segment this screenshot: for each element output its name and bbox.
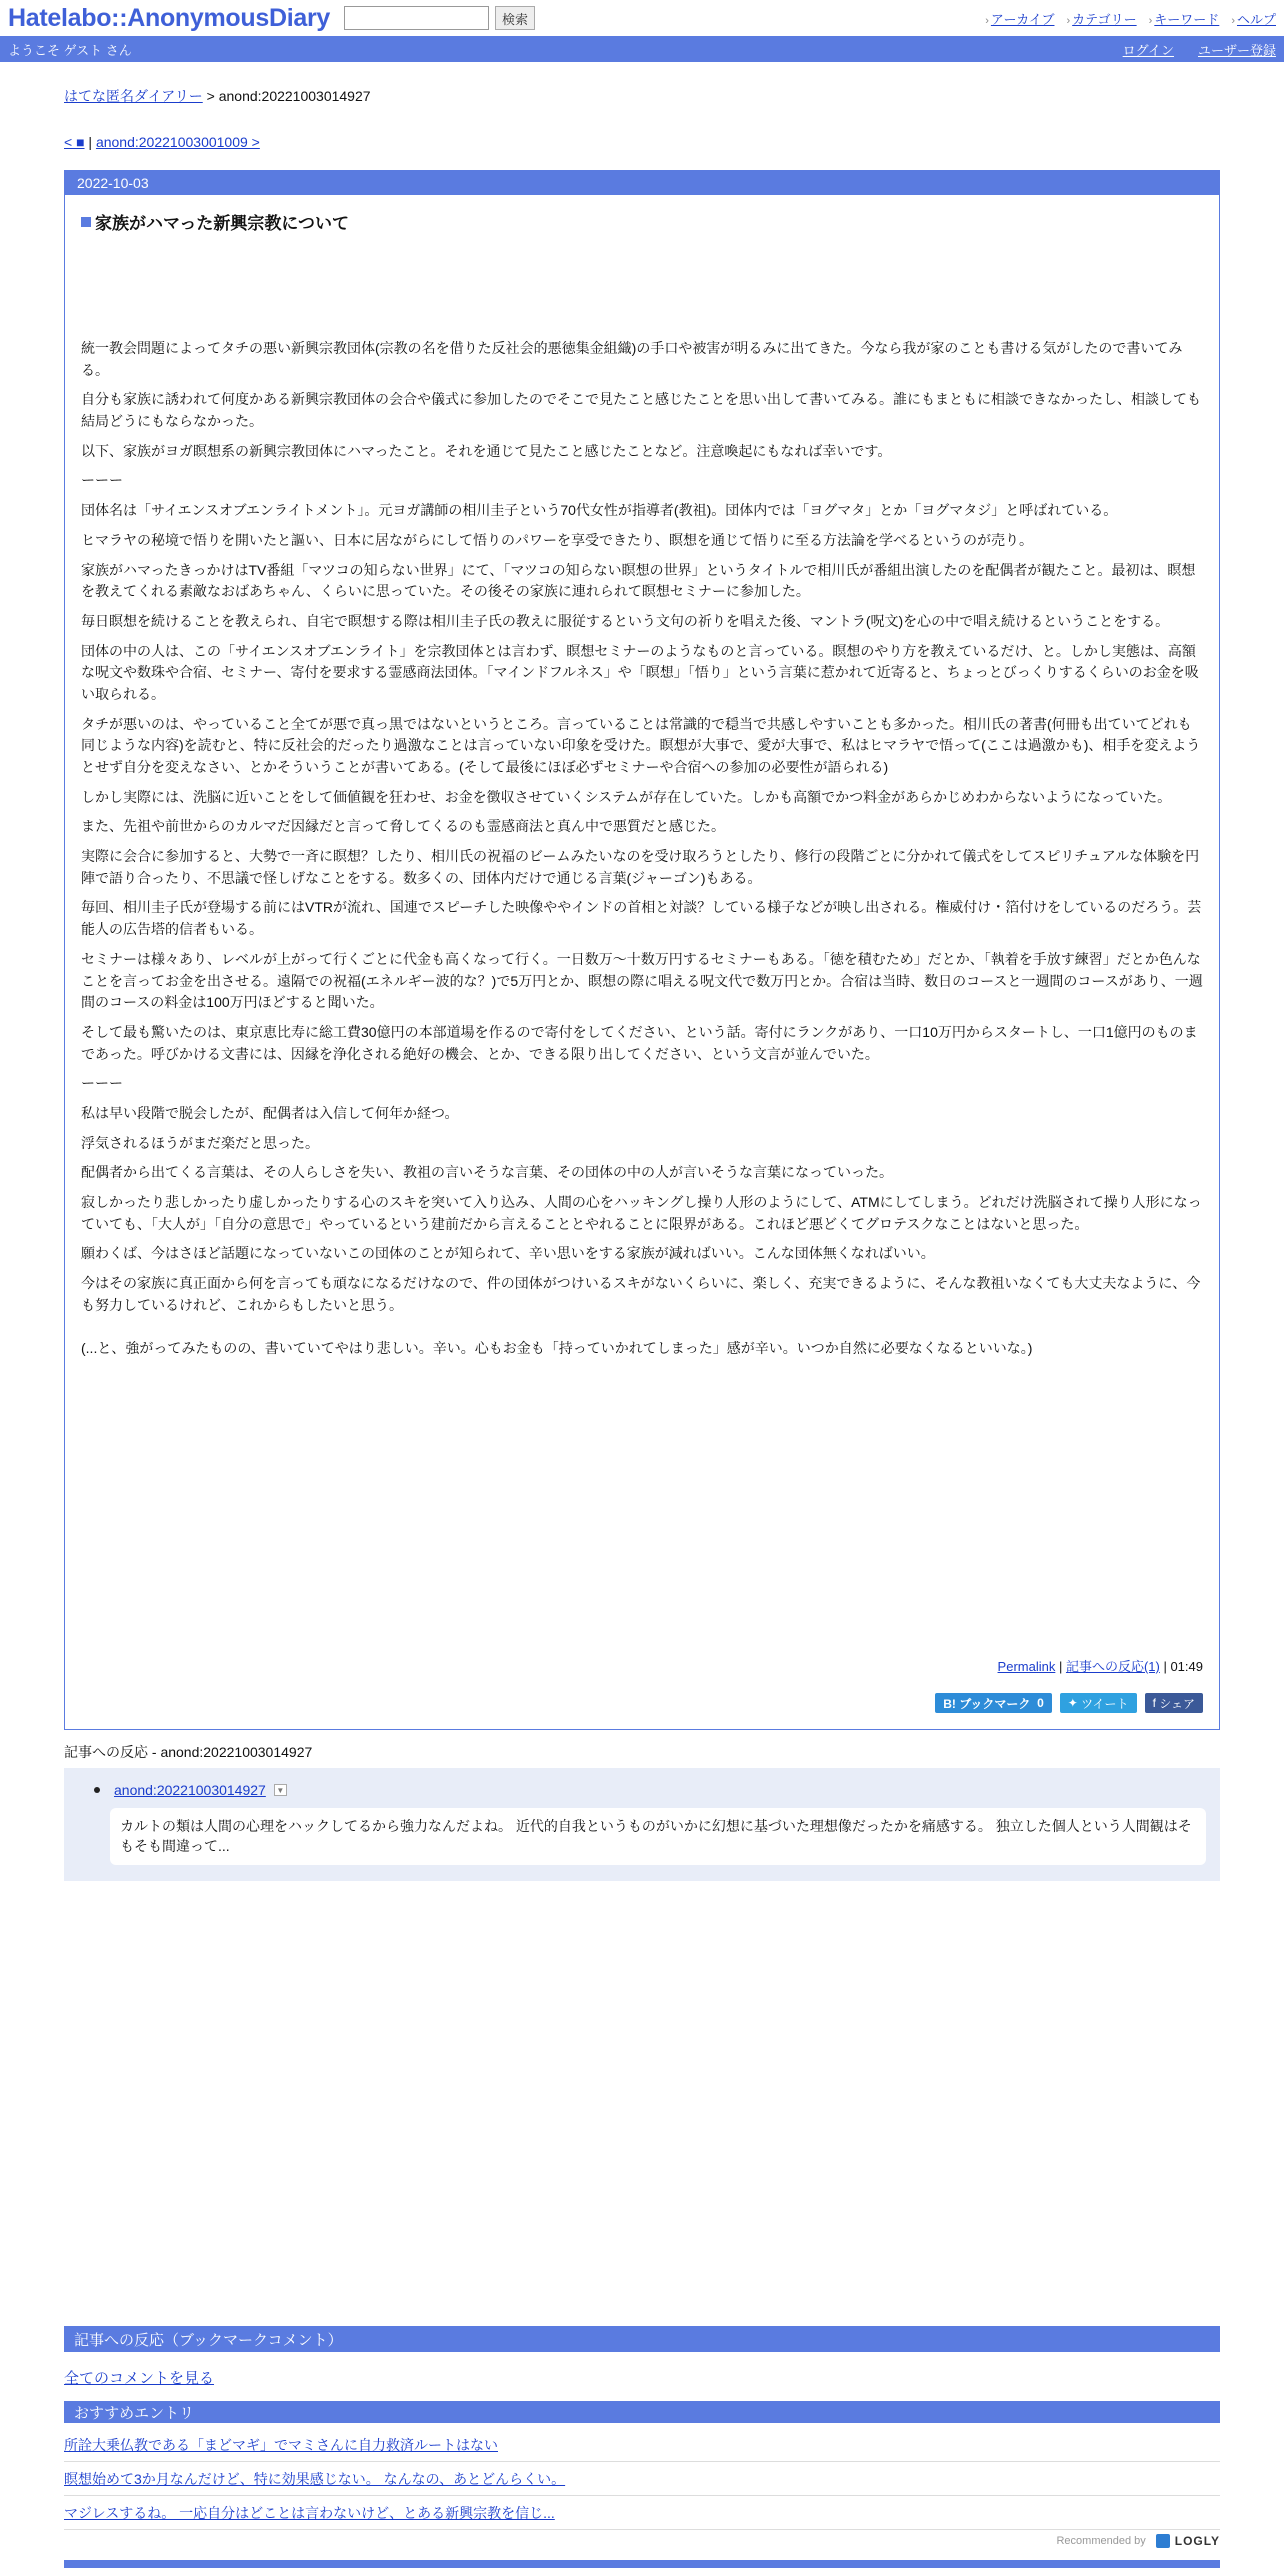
- entry-paragraph: 統一教会問題によってタチの悪い新興宗教団体(宗教の名を借りた反社会的悪徳集金組織)の手口や被害が明るみに出てきた。今なら我が家のことも書ける気がしたので書いてみる。: [81, 340, 1183, 378]
- breadcrumb-separator: >: [202, 88, 219, 104]
- entry-paragraph: 浮気されるほうがまだ楽だと思った。: [81, 1134, 319, 1151]
- hatena-bookmark-button[interactable]: [935, 1693, 1052, 1713]
- welcome-text: ようこそ ゲスト さん: [8, 42, 132, 58]
- day-section: [64, 170, 1220, 1730]
- arrow-icon: ›: [1231, 14, 1235, 27]
- arrow-icon: ›: [1066, 14, 1071, 27]
- entry-paragraph: 団体の中の人は、この「サイエンスオブエンライト」を宗教団体とは言わず、瞑想セミナーのようなものと言っている。瞑想のやり方を教えているだけ、と。しかし実態は、高額な呪文や数珠や合宿、セミナー、寄付を要求する霊感商法団体。「マインドフルネス」や「瞑想」「悟り」という言葉に惹かれて近寄ると、ちょっとびっくりするくらいのお金を吸い取られる。: [81, 642, 1199, 702]
- facebook-share-button[interactable]: [1145, 1693, 1203, 1713]
- chevron-down-icon[interactable]: ▼: [274, 1784, 287, 1796]
- nav-keyword-link[interactable]: キーワード: [1154, 11, 1220, 27]
- reaction-link[interactable]: anond:20221003014927: [114, 1782, 266, 1799]
- entry-pager: [64, 134, 1220, 150]
- facebook-share-label: シェア: [1159, 1696, 1195, 1711]
- account-links: [1123, 40, 1276, 59]
- hatena-bookmark-count: 0: [1037, 1696, 1044, 1711]
- entry-paragraph: セミナーは様々あり、レベルが上がって行くごとに代金も高くなって行く。一日数万〜十数万円するセミナーもある。「徳を積むため」だとか、「執着を手放す練習」だとか色んなことを言ってお金を出させる。遠隔での祝福(エネルギー波的な？)で5万円とか、瞑想の際に唱える呪文代で数万円とか。合宿は当時、数日のコースと一週間のコースがあり、一週間のコースの料金は100万円ほどすると聞いた。: [81, 950, 1203, 1011]
- entry-paragraph: 家族がハマったきっかけはTV番組「マツコの知らない世界」にて、「マツコの知らない瞑想の世界」というタイトルで相川氏が番組出演したのを配偶者が観たこと。最初は、瞑想を教えてくれる素敵なおばあちゃん、くらいに思っていた。その後その家族に連れられて瞑想セミナーに参加した。: [81, 561, 1196, 600]
- recommended-link[interactable]: 瞑想始めて3か月なんだけど、特に効果感じない。 なんなの、あとどんらくい。: [64, 2470, 566, 2487]
- entry-paragraph: また、先祖や前世からのカルマだ因縁だと言って脅してくるのも霊感商法と真ん中で悪質だと感じた。: [81, 818, 725, 835]
- entry-paragraph: (...と、強がってみたものの、書いていてやはり悲しい。辛い。心もお金も「持っていかれてしまった」感が辛い。いつか自然に必要なくなるといいな。): [81, 1340, 1033, 1357]
- arrow-icon: ›: [985, 14, 989, 27]
- entry-paragraph: 実際に会合に参加すると、大勢で一斉に瞑想？したり、相川氏の祝福のビームみたいなのを受け取ろうとしたり、修行の段階ごとに分かれて儀式をしてスピリチュアルな体験を円陣で語り合ったり、不思議で怪しげなことをする。数多くの、団体内だけで通じる言葉(ジャーゴン)もある。: [81, 848, 1200, 886]
- recommended-item: [64, 2496, 1220, 2530]
- nav-item-category[interactable]: [1066, 9, 1136, 28]
- bookmark-comments-header: 記事への反応（ブックマークコメント）: [64, 2326, 1220, 2352]
- entry-body: [81, 338, 1203, 1360]
- nav-item-keyword[interactable]: [1149, 9, 1220, 28]
- recommended-item: [64, 2462, 1220, 2496]
- reactions-title: 記事への反応 - anond:20221003014927: [64, 1744, 313, 1761]
- entry-paragraph: 寂しかったり悲しかったり虚しかったりする心のスキを突いて入り込み、人間の心をハッキングし操り人形のようにして、ATMにしてしまう。どれだけ洗脳されて操り人形になっていても、「大人が」「自分の意思で」やっているという建前だから言えることとやれることに限界がある。これほど悪どくてグロテスクなことはないと思った。: [81, 1194, 1202, 1232]
- entry-paragraph: 以下、家族がヨガ瞑想系の新興宗教団体にハマったこと。それを通じて見たこと感じたことなど。注意喚起にもなれば幸いです。: [81, 442, 892, 459]
- hatena-bookmark-label: B! ブックマーク: [943, 1696, 1031, 1711]
- entry-paragraph: 私は早い段階で脱会したが、配偶者は入信して何年か経つ。: [81, 1104, 459, 1121]
- all-comments-link[interactable]: 全てのコメントを見る: [64, 2370, 215, 2387]
- entry: [65, 195, 1219, 1729]
- tweet-button[interactable]: [1060, 1693, 1137, 1713]
- entry-title: [81, 209, 1203, 234]
- search-button[interactable]: 検索: [495, 6, 535, 30]
- nav-archive-link[interactable]: アーカイブ: [990, 11, 1055, 27]
- entry-paragraph: 今はその家族に真正面から何を言っても頑なになるだけなので、件の団体がつけいるスキがないくらいに、楽しく、充実できるように、そんな教祖いなくても大丈夫なように、今も努力しているけれど、これからもしたいと思う。: [81, 1275, 1201, 1313]
- nav-help-link[interactable]: ヘルプ: [1236, 11, 1276, 27]
- main-content: [64, 62, 1220, 1881]
- top-header: [0, 0, 1284, 36]
- entry-paragraph: しかし実際には、洗脳に近いことをして価値観を狂わせ、お金を徴収させていくシステムが存在していた。しかも高額でかつ料金があらかじめわからないようになっていた。: [81, 788, 1172, 805]
- day-date: 2022-10-03: [65, 171, 1219, 195]
- entry-paragraph: ーーー: [81, 472, 123, 489]
- login-link[interactable]: ログイン: [1122, 42, 1174, 58]
- nav-item-archive[interactable]: [985, 9, 1054, 28]
- entry-paragraph: 団体名は「サイエンスオブエンライトメント」。元ヨガ講師の相川圭子という70代女性が指導者(教祖)。団体内では「ヨグマタ」とか「ヨグマタジ」と呼ばれている。: [81, 502, 1118, 519]
- meta-separator: |: [1159, 1659, 1171, 1675]
- logly-logo-icon: [1156, 2534, 1170, 2548]
- entry-anchor-icon[interactable]: [81, 217, 91, 227]
- breadcrumb-current: anond:20221003014927: [218, 88, 371, 104]
- nav-item-help[interactable]: [1231, 9, 1276, 28]
- reactions-link[interactable]: 記事への反応(1): [1065, 1659, 1160, 1675]
- top-nav: [985, 9, 1276, 28]
- meta-separator: |: [1055, 1659, 1066, 1675]
- entry-paragraph: 配偶者から出てくる言葉は、その人らしさを失い、教祖の言いそうな言葉、その団体の中の人が言いそうな言葉になっていった。: [81, 1164, 893, 1181]
- register-link[interactable]: ユーザー登録: [1197, 42, 1276, 58]
- breadcrumb-home-link[interactable]: はてな匿名ダイアリー: [64, 88, 203, 104]
- entry-paragraph: タチが悪いのは、やっていること全てが悪で真っ黒ではないというところ。言っていることは常識的で穏当で共感しやすいことも多かった。相川氏の著書(何冊も出ていてどれも同じような内容)を読むと、特に反社会的だったり過激なことは言っていない印象を受けた。瞑想が大事で、愛が大事で、私はヒマラヤで悟って(ここは過激かも)、相手を変えようとせず自分を変えなさい、とかそういうことが書いてある。(そして最後にほぼ必ずセミナーや合宿への参加の必要性が語られる): [81, 715, 1201, 775]
- entry-paragraph: ーーー: [81, 1075, 123, 1092]
- next-section-header: [64, 2560, 1220, 2568]
- permalink-link[interactable]: Permalink: [997, 1659, 1056, 1675]
- recommended-header: おすすめエントリ: [64, 2401, 1220, 2423]
- next-entry-link[interactable]: anond:20221003001009 >: [95, 134, 260, 150]
- prev-entry-link[interactable]: < ■: [64, 134, 85, 150]
- bullet-icon: [94, 1787, 100, 1793]
- arrow-icon: ›: [1148, 14, 1153, 27]
- breadcrumb: [64, 86, 1220, 106]
- reaction-item: [94, 1782, 1206, 1798]
- recommended-link[interactable]: 所詮大乗仏教である「まどマギ」でマミさんに自力救済ルートはない: [64, 2436, 498, 2453]
- entry-title-text: 家族がハマった新興宗教について: [95, 214, 349, 233]
- logly-brand: LOGLY: [1174, 2534, 1220, 2548]
- entry-paragraph: ヒマラヤの秘境で悟りを開いたと謳い、日本に居ながらにして悟りのパワーを享受できたり、瞑想を通じて悟りに至る方法論を学べるというのが売り。: [81, 531, 1033, 548]
- entry-paragraph: 願わくば、今はさほど話題になっていないこの団体のことが知られて、辛い思いをする家族が減ればいい。こんな団体無くなればいい。: [81, 1245, 935, 1262]
- search-input[interactable]: [344, 6, 489, 30]
- entry-paragraph: そして最も驚いたのは、東京恵比寿に総工費30億円の本部道場を作るので寄付をしてください、という話。寄付にランクがあり、一口10万円からスタートし、一口1億円のものまであった。呼びかける文書には、因縁を浄化される絶好の機会、とか、できる限り出してください、という文言が並んでいた。: [81, 1023, 1198, 1062]
- logly-credit[interactable]: [1056, 2534, 1220, 2548]
- twitter-bird-icon: ✦: [1067, 1696, 1082, 1711]
- recommended-item: [64, 2428, 1220, 2462]
- entry-time: 01:49: [1170, 1659, 1203, 1675]
- entry-paragraph: 自分も家族に誘われて何度かある新興宗教団体の会合や儀式に参加したのでそこで見たこと感じたことを思い出して書いてみる。誰にもまともに相談できなかったし、相談しても結局どうにもならなかった。: [81, 391, 1201, 430]
- entry-paragraph: 毎日瞑想を続けることを教えられ、自宅で瞑想する際は相川圭子氏の教えに服従するという文句の祈りを唱えた後、マントラ(呪文)を心の中で唱え続けるということをする。: [81, 612, 1170, 629]
- share-buttons: [81, 1693, 1203, 1713]
- recommended-by-text: Recommended by: [1056, 2535, 1146, 2547]
- tweet-label: ツイート: [1081, 1696, 1129, 1711]
- site-logo[interactable]: Hatelabo::AnonymousDiary: [8, 3, 331, 32]
- facebook-icon: f: [1152, 1696, 1160, 1711]
- entry-paragraph: 毎回、相川圭子氏が登場する前にはVTRが流れ、国連でスピーチした映像ややインドの首相と対談？している様子などが映し出される。権威付け・箔付けをしているのだろう。芸能人の広告塔的信者もいる。: [81, 899, 1202, 938]
- reaction-excerpt: カルトの類は人間の心理をハックしてるから強力なんだよね。 近代的自我というものがいかに幻想に基づいた理想像だったかを痛感する。 独立した個人という人間観はそもそも間違って...: [110, 1808, 1206, 1865]
- pager-separator: |: [84, 134, 96, 150]
- recommended-link[interactable]: マジレスするね。 一応自分はどことは言わないけど、とある新興宗教を信じ...: [64, 2504, 555, 2521]
- reactions-list: [64, 1768, 1220, 1881]
- recommended-list: [64, 2428, 1220, 2530]
- entry-meta: [81, 1656, 1203, 1675]
- welcome-bar: [0, 36, 1284, 62]
- nav-category-link[interactable]: カテゴリー: [1072, 11, 1137, 27]
